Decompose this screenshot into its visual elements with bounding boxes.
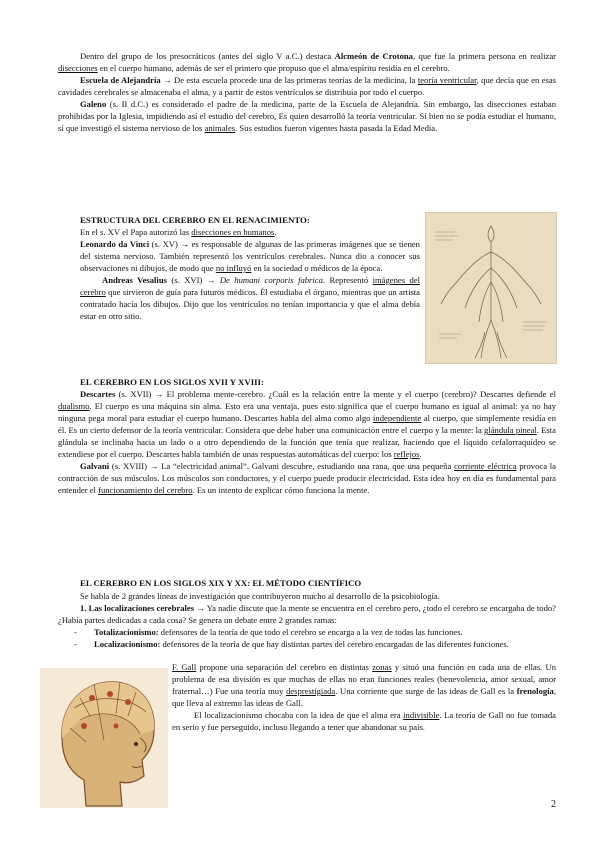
nervous-system-sketch-icon <box>425 212 557 364</box>
indivisible-paragraph: El localizacionismo chocaba con la idea de que el alma era indivisible. La teoría de Gall no fue tomada en serio y fue perseguido, incluso llegando a tener que abandonar su país. <box>172 710 556 732</box>
alejandria-paragraph: Escuela de Alejandría → De esta escuela procede una de las primeras teorías de la medicina, la teoría ventricular, que decía que en esas cavidades cerebrales se almacenaba el alma, y a partir de estos ventrículos se distribuía por todo el cuerpo. <box>58 75 556 97</box>
renacimiento-section <box>80 226 420 322</box>
list-item: - Totalizacionismo: defensores de la teoría de que todo el cerebro se encarga a la vez de todas las funciones. <box>76 626 556 638</box>
xvii-xviii-heading: EL CEREBRO EN LOS SIGLOS XVII Y XVIII: <box>80 377 264 387</box>
localizacionismo-continued <box>172 661 556 733</box>
papa-line: En el s. XV el Papa autorizó las disecciones en humanos. <box>80 227 277 237</box>
localizaciones-paragraph: 1. Las localizaciones cerebrales → Ya nadie discute que la mente se encuentra en el cerebro pero, ¿todo el cerebro se encargaba de todo? ¿Había partes dedicadas a cada cosa? Se genera un debate entre 2 grandes ramas: <box>58 603 557 625</box>
vesalius-paragraph: Andreas Vesalius (s. XVI) → De humani corporis fabrica. Representó imágenes del cerebro que sirvieron de guía para futuros médicos. Él estudiaba el órgano, mientras que un artista contratado hacía los dibujos. Dijo que los ventrículos no tenían importancia y que el alma debía estar en otro sitio. <box>80 275 421 321</box>
list-item: - Localizacionismo: defensores de la teoría de que hay distintas partes del cerebro encargadas de las diferentes funciones. <box>76 638 554 650</box>
gall-paragraph: F. Gall propone una separación del cerebro en distintas zonas y situó una función en cada una de ellas. Un problema de esa división es que muchas de ellas no eran funciones reales (benevolencia, amor sexual, amor fraternal…) Fue una teoría muy desprestigiada. Una corriente que surge de las ideas de Gall es la frenología, que lleva al extremo las ideas de Gall. <box>172 662 557 708</box>
renacimiento-heading: ESTRUCTURA DEL CEREBRO EN EL RENACIMIENTO: <box>80 215 310 225</box>
galvani-paragraph: Galvani (s. XVIII) → La “electricidad animal”. Galvani descubre, estudiando una rana, que una pequeña corriente eléctrica provoca la contracción de sus músculos. Los músculos son conductores, y el cuerpo puede producir electricidad. Esta idea hoy en día es fundamental para entender el funcionamiento del cerebro. Es un intento de explicar cómo funciona la mente. <box>58 461 556 495</box>
galeno-paragraph: Galeno (s. II d.C.) es considerado el padre de la medicina, parte de la Escuela de Alejandría. Sin embargo, las disecciones estaban prohibidas por la Iglesia, impidiendo así el estudio del cerebro, Es quien desarrolló la teoría ventricular. Sí bien no se podía estudiar el humano, sí que investigó el sistema nervioso de los animales. Sus estudios fueron vigentes hasta pasada la Edad Media. <box>58 99 556 133</box>
xix-xx-heading: EL CEREBRO EN LOS SIGLOS XIX Y XX: EL MÉTODO CIENTÍFICO <box>80 578 362 588</box>
leonardo-paragraph: Leonardo da Vinci (s. XV) → es responsable de algunas de las primeras imágenes que se tienen del sistema nervioso. También representó los ventrículos cerebrales. Nunca dio a conocer sus observaciones ni dibujos, de modo que no influyó en la sociedad o médicos de la época. <box>80 239 420 273</box>
page-number: 2 <box>551 799 556 810</box>
davinci-nervous-system-drawing <box>425 212 557 364</box>
lines-intro: Se habla de 2 grandes líneas de investigación que contribuyeron mucho al desarrollo de la psicobiología. <box>80 591 440 601</box>
alcmeon-paragraph: Dentro del grupo de los presocráticos (antes del siglo V a.C.) destaca Alcmeón de Crotona, que fue la primera persona en realizar disecciones en el cuerpo humano, además de ser el primero que propuso que el alma/espíritu residía en el cerebro. <box>58 51 556 73</box>
branches-list <box>76 626 556 650</box>
intro-section <box>58 50 556 134</box>
descartes-paragraph: Descartes (s. XVII) → El problema mente-cerebro. ¿Cuál es la relación entre la mente y el cuerpo (cerebro)? Descartes defiende el dualismo. El cuerpo es una máquina sin alma. Esto era una ventaja, pues esto significa que el cuerpo humano es igual al animal: ya no hay ninguna pega moral para estudiar el cuerpo humano. Descartes habla del alma como algo independiente al cuerpo, que simplemente residía en él. Es un cierto defensor de la teoría ventricular. Considera que debe haber una comunicación entre el cuerpo y la mente: la glándula pineal. Esta glándula se inclinaba hacia un lado o a otro dependiendo de la función que tenía que realizar, haciendo que el líquido cefalorraquídeo se extendiese por el cuerpo. Descartes habla también de unas respuestas automáticas del cuerpo: los reflejos. <box>58 389 556 459</box>
phrenology-bust-icon <box>40 668 168 808</box>
xvii-xviii-section <box>58 388 556 496</box>
phrenology-head-illustration <box>40 668 168 808</box>
xix-xx-intro <box>58 590 556 650</box>
